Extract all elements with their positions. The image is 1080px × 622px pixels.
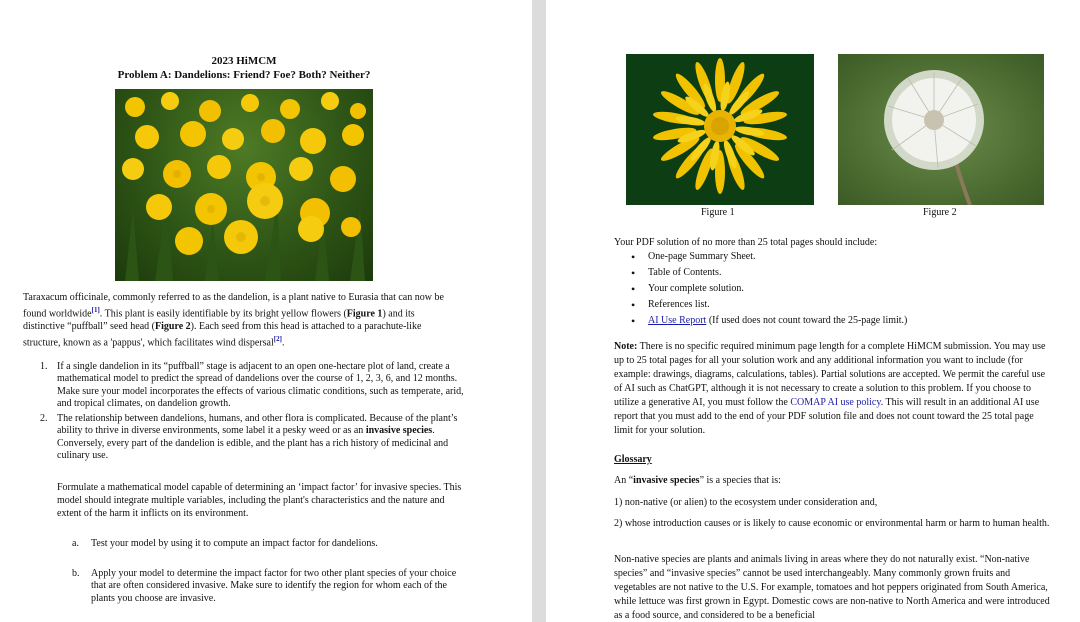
question-text: The relationship between dandelions, humans, and other flora is complicated. Because of the plant’s ability to thrive in diverse environments, some label it a pesky weed or as an invasive species. Conversely, every part of the dandelion is edible, and the plant has a rich history of medicinal and culinary use. <box>57 413 458 462</box>
list-item: • Table of Contents. <box>614 265 907 281</box>
problem-title: Problem A: Dandelions: Friend? Foe? Both? Neither? <box>117 69 371 81</box>
non-native-paragraph: Non-native species are plants and animals living in areas where they do not naturally exist. “Non-native species” and “invasive species” cannot be used interchangeably. Many commonly grown fruits and vegetables are not native to the U.S. For example, tomatoes and hot peppers originated from South America, while lettuce was first grown in Egypt. Domestic cows are non-native to North America and were introduced as a food source, and considered to be a beneficial <box>614 554 1050 621</box>
list-item: • One-page Summary Sheet. <box>614 249 907 265</box>
definition-point-1: 1) non-native (or alien) to the ecosystem under consideration and, <box>614 497 878 508</box>
subtask-letter: a. <box>72 538 79 549</box>
subtask-text: Test your model by using it to compute an impact factor for dandelions. <box>91 538 378 549</box>
citation-2[interactable]: [2] <box>273 335 282 344</box>
requirements-intro: Your PDF solution of no more than 25 total pages should include: <box>614 237 878 248</box>
formulate-paragraph: Formulate a mathematical model capable of determining an ‘impact factor’ for invasive species. This model should integrate multiple variables, including the plant's characteristics and the nature and extent of the harm it inflicts on its environment. <box>57 482 462 519</box>
figure-2-caption: Figure 2 <box>923 207 957 218</box>
question-number: 2. <box>40 413 48 424</box>
subtask-text: Apply your model to determine the impact factor for two other plant species of your choice that are often considered invasive. Make sure to identify the region for whom each of the plants you choose are invasive. <box>91 568 457 604</box>
intro-paragraph: Taraxacum officinale, commonly referred to as the dandelion, is a plant native to Eurasia that can now be found worldwide[1]. This plant is easily identifiable by its bright yellow flowers (Figure 1) and its distinctive “puffball” seed head (Figure 2). Each seed from this head is attached to a parachute-like structure, known as a 'pappus', which facilitates wind dispersal[2]. <box>23 292 444 349</box>
page-gutter <box>532 0 546 622</box>
subtask-letter: b. <box>72 568 80 579</box>
requirements-list <box>614 249 907 329</box>
comap-ai-policy-link[interactable]: COMAP AI use policy <box>790 397 881 408</box>
dandelion-field-photo <box>115 89 373 281</box>
figure-1-caption: Figure 1 <box>701 207 735 218</box>
puffball-illustration <box>838 54 1044 205</box>
figure-1-dandelion-flower <box>626 54 814 205</box>
note-label: Note: <box>614 341 638 352</box>
note-paragraph: Note: There is no specific required minimum page length for a complete HiMCM submission. You may use up to 25 total pages for all your solution work and any additional information you want to include (for example: drawings, diagrams, calculations, tables). Partial solutions are accepted. We permit the careful use of AI such as ChatGPT, although it is not necessary to create a solution to this problem. If you choose to utilize a generative AI, you must follow the COMAP AI use policy. This will result in an additional AI use report that you must add to the end of your PDF solution file and does not count toward the 25 total page limit for your solution. <box>614 341 1046 436</box>
question-text: If a single dandelion in its “puffball” stage is adjacent to an open one-hectare plot of land, create a mathematical model to predict the spread of dandelions over the course of 1, 2, 3, 6, and 12 months. Make sure your model incorporates the effects of various climatic conditions, such as temperate, arid, and tropical climates, on dandelion growth. <box>57 361 464 410</box>
glossary-heading: Glossary <box>614 454 652 465</box>
definition-point-2: 2) whose introduction causes or is likely to cause economic or environmental harm or harm to human health. <box>614 518 1050 529</box>
dandelion-field-illustration <box>115 89 373 281</box>
document-title: 2023 HiMCM <box>211 55 277 67</box>
citation-1[interactable]: [1] <box>91 306 100 314</box>
list-item: • Your complete solution. <box>614 281 907 297</box>
definition-intro: An “invasive species” is a species that is: <box>614 475 781 486</box>
question-number: 1. <box>40 361 48 372</box>
yellow-flower-illustration <box>626 54 814 205</box>
figure-2-dandelion-puffball <box>838 54 1044 205</box>
document-page-2 <box>546 0 1080 622</box>
ai-use-report-link[interactable]: AI Use Report <box>648 315 707 326</box>
list-item: • References list. <box>614 297 907 313</box>
list-item-ai-report: • AI Use Report (If used does not count toward the 25-page limit.) <box>614 313 907 329</box>
document-page-1 <box>0 0 532 622</box>
